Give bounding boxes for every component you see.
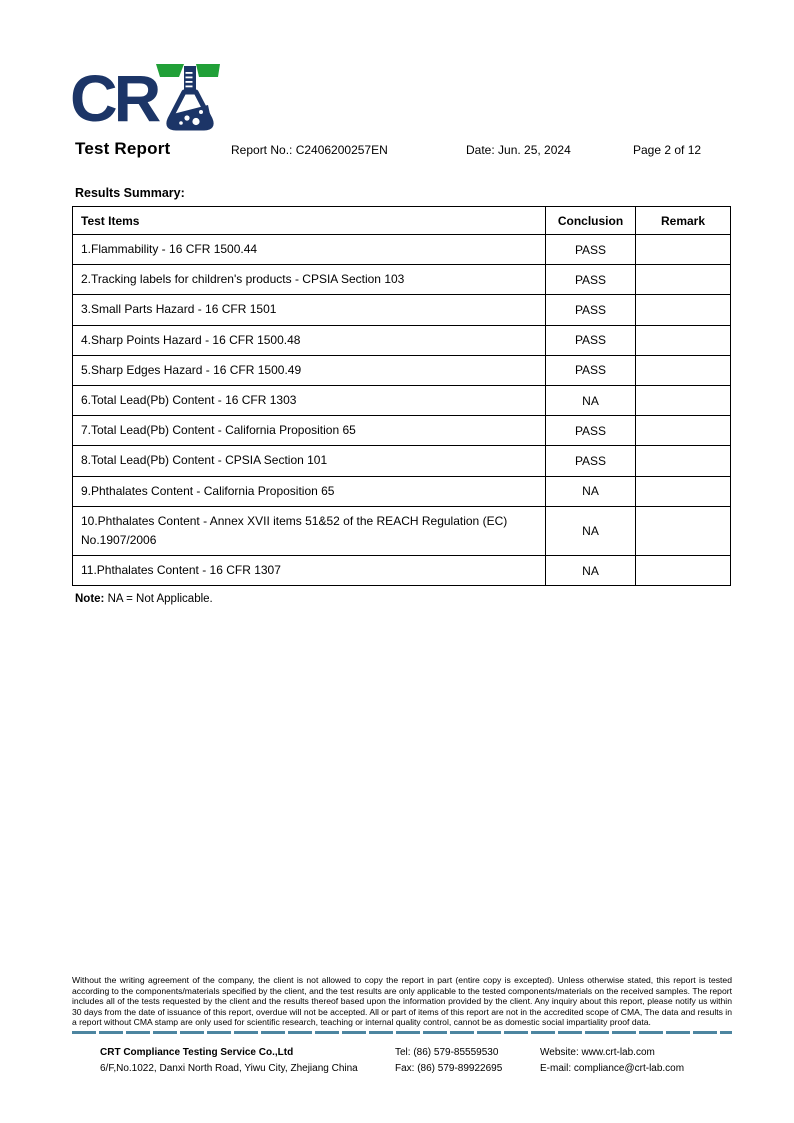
cell-conclusion: NA <box>546 506 636 555</box>
cell-remark <box>636 556 731 586</box>
cell-conclusion: PASS <box>546 416 636 446</box>
cell-conclusion: PASS <box>546 446 636 476</box>
footer-phone-block <box>395 1045 540 1077</box>
table-note <box>75 593 732 605</box>
company-email: E-mail: compliance@crt-lab.com <box>540 1063 685 1074</box>
cell-remark <box>636 506 731 555</box>
cell-conclusion: PASS <box>546 265 636 295</box>
footer-divider <box>72 1031 732 1034</box>
cell-conclusion: PASS <box>546 325 636 355</box>
results-table <box>72 206 731 586</box>
cell-conclusion: PASS <box>546 355 636 385</box>
table-row <box>73 325 731 355</box>
disclaimer-text: Without the writing agreement of the company, the client is not allowed to copy the report in part (entire copy is excepted). Unless otherwise stated, this report is tested according to the components/materials specified by the client, and the test results are only applicable to the tested components/materials on the received samples. The report includes all of the tests requested by the client and the results thereof based upon the information provided by the client. Any inquiry about this report, please notify us within 30 days from the date of issuance of this report, overdue will not be accepted. All or part of items of this report are not in the accredited scope of CMA, The data and results in a report without CMA stamp are only used for scientific research, teaching or internal quality control, cannot be as domestic social impartiality proof data. <box>72 975 732 1027</box>
cell-remark <box>636 355 731 385</box>
cell-conclusion: PASS <box>546 295 636 325</box>
column-header-test-items: Test Items <box>73 207 546 235</box>
cell-conclusion: NA <box>546 556 636 586</box>
cell-conclusion: PASS <box>546 235 636 265</box>
table-row <box>73 476 731 506</box>
report-date: Date: Jun. 25, 2024 <box>466 143 571 157</box>
footer-web-block <box>540 1045 744 1077</box>
footer-company-block <box>72 1045 395 1077</box>
table-row <box>73 295 731 325</box>
table-row <box>73 235 731 265</box>
cell-remark <box>636 416 731 446</box>
flask-icon <box>156 64 220 128</box>
results-table-header <box>73 207 731 235</box>
cell-item: 6.Total Lead(Pb) Content - 16 CFR 1303 <box>73 385 546 415</box>
results-summary-heading: Results Summary: <box>75 186 185 200</box>
column-header-conclusion: Conclusion <box>546 207 636 235</box>
column-header-remark: Remark <box>636 207 731 235</box>
cell-item: 1.Flammability - 16 CFR 1500.44 <box>73 235 546 265</box>
table-row <box>73 265 731 295</box>
cell-remark <box>636 476 731 506</box>
cell-item: 8.Total Lead(Pb) Content - CPSIA Section 101 <box>73 446 546 476</box>
cell-remark <box>636 265 731 295</box>
cell-conclusion: NA <box>546 476 636 506</box>
cell-item: 9.Phthalates Content - California Proposition 65 <box>73 476 546 506</box>
company-fax: Fax: (86) 579-89922695 <box>395 1063 503 1074</box>
logo-text: CR <box>72 61 158 135</box>
footer <box>72 1045 744 1077</box>
company-name: CRT Compliance Testing Service Co.,Ltd <box>100 1047 294 1058</box>
table-row <box>73 506 731 555</box>
company-address: 6/F,No.1022, Danxi North Road, Yiwu City, Zhejiang China <box>100 1063 358 1074</box>
cell-remark <box>636 385 731 415</box>
page-title: Test Report <box>75 139 171 158</box>
cell-item: 7.Total Lead(Pb) Content - California Proposition 65 <box>73 416 546 446</box>
cell-item: 11.Phthalates Content - 16 CFR 1307 <box>73 556 546 586</box>
table-row <box>73 446 731 476</box>
company-tel: Tel: (86) 579-85559530 <box>395 1047 499 1058</box>
cell-remark <box>636 235 731 265</box>
table-row <box>73 556 731 586</box>
cell-item: 5.Sharp Edges Hazard - 16 CFR 1500.49 <box>73 355 546 385</box>
table-row <box>73 385 731 415</box>
cell-item: 10.Phthalates Content - Annex XVII items 51&52 of the REACH Regulation (EC) No.1907/2006 <box>73 506 546 555</box>
cell-item: 2.Tracking labels for children's products - CPSIA Section 103 <box>73 265 546 295</box>
cell-remark <box>636 325 731 355</box>
cell-remark <box>636 446 731 476</box>
note-label: Note: <box>75 593 105 606</box>
results-summary-section <box>72 186 732 605</box>
cell-item: 4.Sharp Points Hazard - 16 CFR 1500.48 <box>73 325 546 355</box>
cell-item: 3.Small Parts Hazard - 16 CFR 1501 <box>73 295 546 325</box>
table-row <box>73 355 731 385</box>
company-website: Website: www.crt-lab.com <box>540 1047 655 1058</box>
note-text: NA = Not Applicable. <box>104 593 213 606</box>
table-row <box>73 416 731 446</box>
cell-remark <box>636 295 731 325</box>
results-table-body <box>73 235 731 586</box>
cell-conclusion: NA <box>546 385 636 415</box>
report-number: Report No.: C2406200257EN <box>231 143 388 157</box>
page-indicator: Page 2 of 12 <box>633 143 702 157</box>
crt-logo <box>72 58 220 136</box>
header-row <box>73 207 731 235</box>
crt-logo-graphic <box>72 58 220 136</box>
